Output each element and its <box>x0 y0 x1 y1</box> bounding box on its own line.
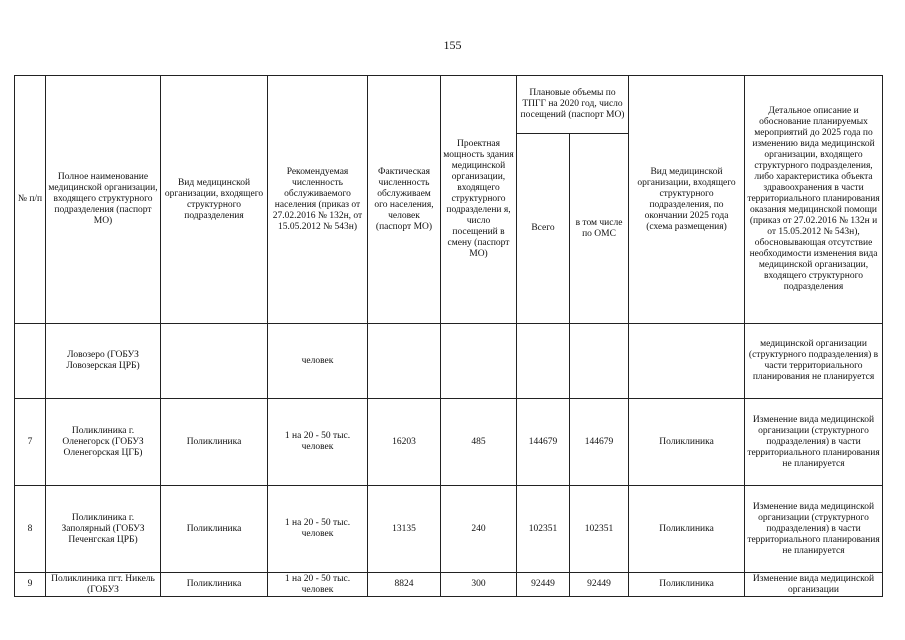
header-type: Вид медицинской организации, входящего структурного подразделения <box>161 76 268 324</box>
header-num: № п/п <box>15 76 46 324</box>
cell-name: Поликлиника г. Заполярный (ГОБУЗ Печенгская ЦРБ) <box>46 486 161 573</box>
cell-total <box>517 324 570 399</box>
cell-total: 144679 <box>517 399 570 486</box>
cell-type: Поликлиника <box>161 486 268 573</box>
cell-name: Поликлиника г. Оленегорск (ГОБУЗ Оленегорская ЦГБ) <box>46 399 161 486</box>
header-oms: в том числе по ОМС <box>570 134 629 324</box>
header-actual: Фактическая численность обслуживаем ого населения, человек (паспорт МО) <box>368 76 441 324</box>
cell-recommended: 1 на 20 - 50 тыс. человек <box>268 486 368 573</box>
cell-oms: 102351 <box>570 486 629 573</box>
cell-description: медицинской организации (структурного подразделения) в части территориального планирования не планируется <box>745 324 883 399</box>
cell-capacity: 240 <box>441 486 517 573</box>
cell-actual: 8824 <box>368 573 441 597</box>
cell-actual <box>368 324 441 399</box>
medical-organizations-table <box>14 75 883 597</box>
cell-name: Ловозеро (ГОБУЗ Ловозерская ЦРБ) <box>46 324 161 399</box>
header-description: Детальное описание и обоснование планируемых мероприятий до 2025 года по изменению вида медицинской организации, входящего структурного подразделения, либо характеристика объекта здравоохранения в части территориального планирования оказания медицинской помощи (приказ от 27.02.2016 № 132н и от 15.05.2012 № 543н), обосновывающая отсутствие необходимости изменения вида медицинской организации, входящего структурного подразделения <box>745 76 883 324</box>
cell-capacity: 485 <box>441 399 517 486</box>
cell-num <box>15 324 46 399</box>
cell-recommended: 1 на 20 - 50 тыс. человек <box>268 399 368 486</box>
page-number: 155 <box>443 38 462 52</box>
header-recommended: Рекомендуемая численность обслуживаемого населения (приказ от 27.02.2016 № 132н, от 15.05.2012 № 543н) <box>268 76 368 324</box>
cell-total: 102351 <box>517 486 570 573</box>
cell-description: Изменение вида медицинской организации (структурного подразделения) в части территориального планирования не планируется <box>745 486 883 573</box>
cell-oms: 144679 <box>570 399 629 486</box>
header-name: Полное наименование медицинской организации, входящего структурного подразделения (паспорт МО) <box>46 76 161 324</box>
header-total: Всего <box>517 134 570 324</box>
cell-total: 92449 <box>517 573 570 597</box>
cell-capacity <box>441 324 517 399</box>
cell-type-2025 <box>629 324 745 399</box>
cell-num: 9 <box>15 573 46 597</box>
cell-type <box>161 324 268 399</box>
cell-type: Поликлиника <box>161 399 268 486</box>
table-row <box>15 399 883 486</box>
cell-oms: 92449 <box>570 573 629 597</box>
cell-description: Изменение вида медицинской организации <box>745 573 883 597</box>
cell-type-2025: Поликлиника <box>629 573 745 597</box>
cell-actual: 16203 <box>368 399 441 486</box>
cell-oms <box>570 324 629 399</box>
cell-recommended: 1 на 20 - 50 тыс. человек <box>268 573 368 597</box>
table-row <box>15 573 883 597</box>
cell-recommended: человек <box>268 324 368 399</box>
header-volumes-group: Плановые объемы по ТПГГ на 2020 год, число посещений (паспорт МО) <box>517 76 629 134</box>
table-row <box>15 324 883 399</box>
cell-actual: 13135 <box>368 486 441 573</box>
cell-type-2025: Поликлиника <box>629 486 745 573</box>
cell-num: 7 <box>15 399 46 486</box>
cell-num: 8 <box>15 486 46 573</box>
header-capacity: Проектная мощность здания медицинской организации, входящего структурного подразделени я, число посещений в смену (паспорт МО) <box>441 76 517 324</box>
cell-capacity: 300 <box>441 573 517 597</box>
header-type-2025: Вид медицинской организации, входящего структурного подразделения, по окончании 2025 года (схема размещения) <box>629 76 745 324</box>
cell-type: Поликлиника <box>161 573 268 597</box>
cell-description: Изменение вида медицинской организации (структурного подразделения) в части территориального планирования не планируется <box>745 399 883 486</box>
header-row <box>15 76 883 134</box>
cell-type-2025: Поликлиника <box>629 399 745 486</box>
cell-name: Поликлиника пгт. Никель (ГОБУЗ <box>46 573 161 597</box>
table-row <box>15 486 883 573</box>
